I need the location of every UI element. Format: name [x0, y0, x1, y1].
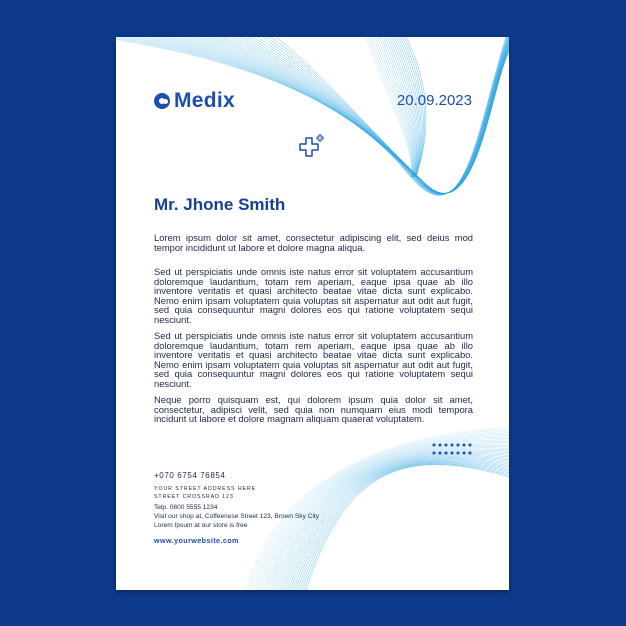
footer-store: Lorem Ipsum at our store is free: [154, 522, 248, 529]
footer-telp: Telp. 0800 5555 1234: [154, 504, 218, 511]
footer-address-line-1: YOUR STREET ADDRESS HERE: [154, 486, 257, 492]
letterhead-page: [116, 37, 509, 590]
footer-address-line-2: STREET CROSSRAD 123: [154, 494, 234, 500]
footer-visit: Visit our shop at, Coffeenese Street 123, Brown Sky City: [154, 513, 320, 520]
letter-paragraph-3: Sed ut perspiciatis unde omnis iste natus error sit voluptatem accusantium doloremque laudantium, totam rem aperiam, eaque ipsa quae ab illo inventore veritatis et quasi architecto beatae vitae dicta sunt explicabo. Nemo enim ipsam voluptatem quia voluptas sit aspernatur aut odit aut fugit, sed quia consequuntur magni dolores eos qui ratione voluptatem sequi nesciunt.: [154, 330, 473, 389]
dot-grid-icon: [432, 443, 476, 457]
footer-website-link[interactable]: www.yourwebsite.com: [154, 536, 239, 545]
brand-logo: [154, 89, 235, 113]
logo-ring-icon: [154, 93, 170, 109]
recipient-name: Mr. Jhone Smith: [154, 195, 286, 214]
medical-cross-icon: [297, 134, 327, 164]
letter-paragraph-2: Sed ut perspiciatis unde omnis iste natus error sit voluptatem accusantium doloremque laudantium, totam rem aperiam, eaque ipsa quae ab illo inventore veritatis et quasi architecto beatae vitae dicta sunt explicabo. Nemo enim ipsam voluptatem quia voluptas sit aspernatur aut odit aut fugit, sed quia consequuntur magni dolores eos qui ratione voluptatem sequi nesciunt.: [154, 266, 473, 325]
letter-date: 20.09.2023: [396, 92, 472, 109]
footer-phone: +070 6754 76854: [154, 471, 226, 480]
letter-paragraph-4: Neque porro quisquam est, qui dolorem ipsum quia dolor sit amet, consectetur, adipisci velit, sed quia non numquam eius modi tempora incidunt ut labore et dolore magnam aliquam quaerat voluptatem.: [154, 394, 473, 425]
brand-name: Medix: [174, 89, 236, 112]
letter-paragraph-1: Lorem ipsum dolor sit amet, consectetur adipiscing elit, sed deius mod tempor incididunt ut labore et dolore magna aliqua.: [154, 232, 473, 253]
